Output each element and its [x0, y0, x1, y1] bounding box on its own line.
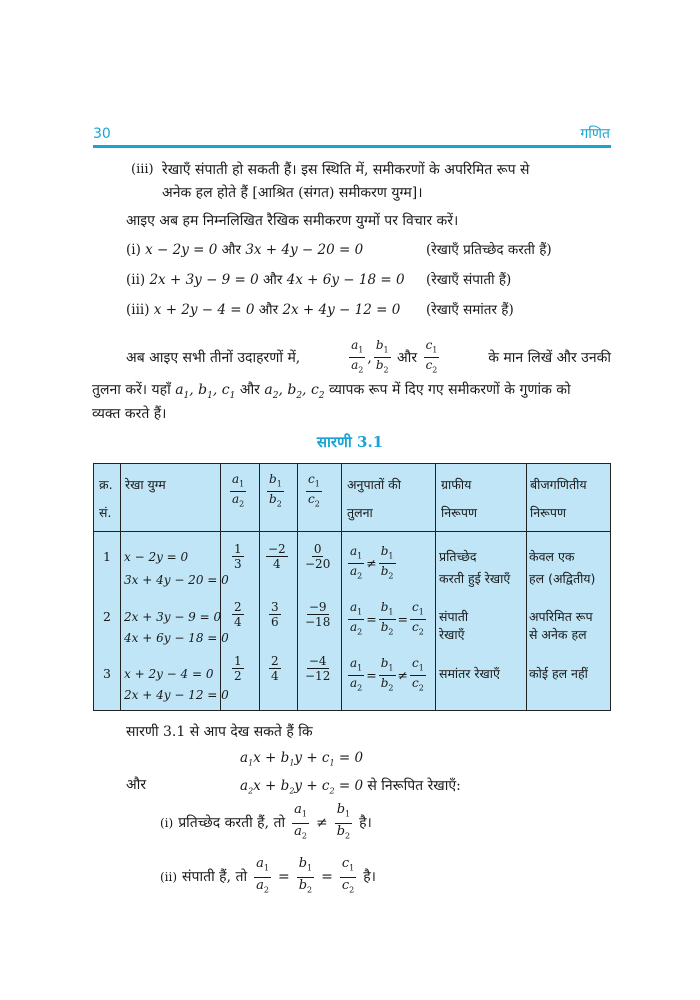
table-row-3-sn: 3 [103, 666, 111, 681]
header-ratio-c: $\frac{c_1}{c_2}$ [308, 472, 320, 509]
after-table-line1: सारणी 3.1 से आप देख सकते हैं कि [126, 724, 313, 740]
example-1-note: (रेखाएँ प्रतिच्छेद करती हैं) [426, 242, 552, 258]
header-graphical: ग्राफीय निरूपण [441, 477, 478, 520]
header-ratio-a: $\frac{a_1}{a_2}$ [232, 472, 245, 509]
example-3: (iii) x + 2y − 4 = 0 और 2x + 4y − 12 = 0 [126, 302, 401, 318]
condition-i: (i) प्रतिच्छेद करती हैं, तो $\frac{a_1}{a_2}$ ≠ $\frac{b_1}{b_2}$ है। [160, 802, 372, 841]
table-row-2-sn: 2 [103, 609, 111, 624]
table-row-2-ratio-b: $\frac{3}{6}$ [271, 600, 279, 629]
table-row-2-ratio-c: $\frac{-9}{-18}$ [305, 600, 331, 629]
header-compare: अनुपातों की तुलना [347, 477, 401, 520]
table-row-3-pair: x + 2y − 4 = 0 2x + 4y − 12 = 0 [124, 667, 229, 702]
header-serial: क्र. सं. [99, 477, 113, 520]
table-row-1-ratio-b: $\frac{-2}{4}$ [268, 542, 286, 571]
table-row-1-ratio-a: $\frac{1}{3}$ [234, 542, 242, 571]
condition-ii: (ii) संपाती हैं, तो $\frac{a_1}{a_2}$ = $\frac{b_1}{b_2}$ = $\frac{c_1}{c_2}$ है। [160, 856, 376, 895]
table-row-1-pair: x − 2y = 0 3x + 4y − 20 = 0 [124, 550, 229, 587]
subject-title: गणित [580, 126, 610, 142]
consider-line: आइए अब हम निम्नलिखित रैखिक समीकरण युग्मों पर विचार करें। [126, 213, 459, 229]
header-rule [93, 145, 611, 148]
table-row-1-ratio-c: $\frac{0}{-20}$ [305, 542, 331, 571]
table-row-2-algebraic: अपरिमित रूप से अनेक हल [529, 609, 593, 642]
table-row-3-ratio-b: $\frac{2}{4}$ [271, 654, 279, 683]
table-row-2-compare: $\frac{a_1}{a_2}$ = $\frac{b_1}{b_2}$ = $\frac{c_1}{c_2}$ [350, 600, 424, 637]
example-2-note: (रेखाएँ संपाती हैं) [426, 272, 512, 288]
header-algebraic: बीजगणितीय निरूपण [530, 477, 587, 520]
table-row-3-algebraic: कोई हल नहीं [529, 666, 588, 681]
comparison-table [93, 463, 611, 711]
general-equation-2: $a_2x + b_2y + c_2 = 0$ से निरूपित रेखाएँ: [240, 778, 461, 796]
example-1: (i) x − 2y = 0 और 3x + 4y − 20 = 0 [126, 242, 364, 258]
table-row-3-ratio-c: $\frac{-4}{-12}$ [305, 654, 331, 683]
table-row-3-ratio-a: $\frac{1}{2}$ [234, 654, 242, 683]
item-iii-label: (iii) [131, 162, 154, 177]
table-row-1-algebraic: केवल एक हल (अद्वितीय) [529, 549, 596, 586]
table-title: सारणी 3.1 [316, 433, 384, 451]
table-row-2-ratio-a: $\frac{2}{4}$ [234, 600, 242, 629]
table-row-1-graphical: प्रतिच्छेद करती हुई रेखाएँ [439, 549, 511, 586]
table-row-2-pair: 2x + 3y − 9 = 0 4x + 6y − 18 = 0 [124, 610, 229, 645]
ratio-paragraph-line2: तुलना करें। यहाँ $a_1$, $b_1$, $c_1$ और $a_2$, $b_2$, $c_2$ व्यापक रूप में दिए गए समीकरणों के गुणांक को [92, 382, 571, 401]
ratio-paragraph-line3: व्यक्त करते हैं। [92, 406, 167, 422]
after-table-and: और [126, 777, 147, 793]
table-row-2-graphical: संपाती रेखाएँ [439, 609, 469, 642]
header-pair: रेखा युग्म [125, 477, 166, 492]
header-ratio-b: $\frac{b_1}{b_2}$ [269, 472, 282, 509]
item-iii-line2: अनेक हल होते हैं [आश्रित (संगत) समीकरण युग्म]। [162, 185, 423, 201]
example-2: (ii) 2x + 3y − 9 = 0 और 4x + 6y − 18 = 0 [126, 272, 405, 288]
page-number: 30 [93, 126, 111, 142]
ratio-paragraph-line1: अब आइए सभी तीनों उदाहरणों में, $\frac{a_1}{a_2}$ , $\frac{b_1}{b_2}$ और $\frac{c_1}{c_2}$ के मान लिखें और उनकी [126, 338, 611, 375]
table-row-3-compare: $\frac{a_1}{a_2}$ = $\frac{b_1}{b_2}$ ≠ $\frac{c_1}{c_2}$ [350, 656, 424, 693]
table-row-1-sn: 1 [103, 549, 111, 564]
item-iii-line1: रेखाएँ संपाती हो सकती हैं। इस स्थिति में, समीकरणों के अपरिमित रूप से [162, 162, 530, 178]
table-row-1-compare: $\frac{a_1}{a_2}$ ≠ $\frac{b_1}{b_2}$ [350, 544, 394, 581]
table-row-3-graphical: समांतर रेखाएँ [439, 666, 500, 681]
general-equation-1: $a_1x + b_1y + c_1 = 0$ [240, 750, 364, 768]
example-3-note: (रेखाएँ समांतर हैं) [426, 302, 514, 318]
